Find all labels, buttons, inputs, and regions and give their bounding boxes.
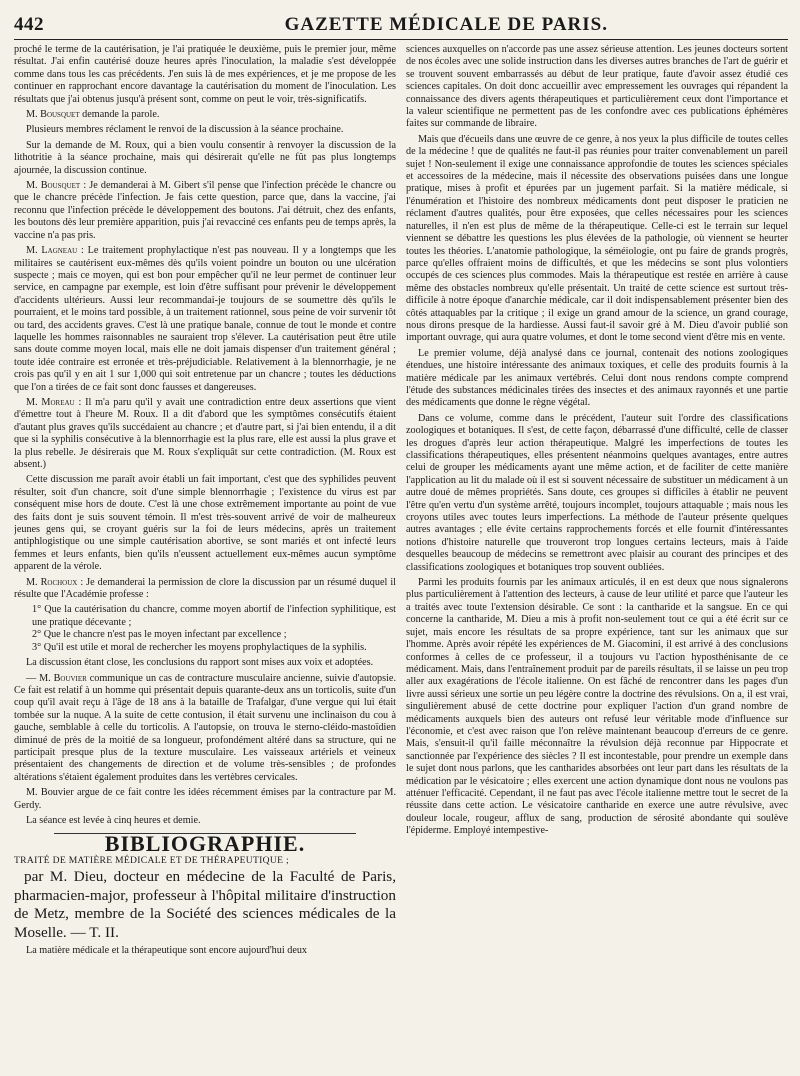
running-header	[14, 14, 788, 40]
page-number: 442	[14, 14, 44, 35]
paragraph	[14, 180, 396, 242]
paragraph-text: demande la parole.	[82, 109, 160, 121]
paragraph	[14, 577, 396, 602]
list-item: 1° Que la cautérisation du chancre, comme moyen abortif de l'infection syphilitique, est une pratique décevante ;	[32, 604, 396, 628]
paragraph: M. Bouvier argue de ce fait contre les idées récemment émises par la contracture par M. Gerdy.	[14, 787, 396, 811]
list-item: 3° Qu'il est utile et moral de rechercher les moyens prophylactiques de la syphilis.	[32, 641, 367, 653]
paragraph: Dans ce volume, comme dans le précédent, l'auteur suit l'ordre des classifications zoologiques et botaniques. Il s'est, de cette façon, débarrassé d'une difficulté, celle de classer les drogues d'après leur action thérapeutique. Malgré les imperfections de toutes les classifications thérapeutiques, elles présentent néanmoins quelques avantages, entre autres celui de grouper les médicaments ayant une même action, et de faciliter de cette manière l'application au lit du malade où il est si souvent nécessaire de substituer un médicament à un autre doué de mêmes propriétés. Sans doute, ces groupes si difficiles à établir ne peuvent l'être qu'en vertu d'un système arrêté, toujours incomplet, toujours attaquable ; mais nous les croyons utiles avec toutes leurs imperfections. La méthode de l'auteur présente quelques autres avantages ; elle évite certains rapprochements forcés et elle fournit d'intéressantes notions d'histoire naturelle que trouveront trop longues certains lecteurs, mais à l'aide desquelles beaucoup de médecins se remettront avec plaisir au courant des principes et des classifications zoologiques et botaniques trop souvent oubliées.	[406, 412, 788, 573]
speaker-name: M. Bousquet	[26, 180, 81, 192]
paragraph: Le premier volume, déjà analysé dans ce journal, contenait des notions zoologiques étendues, une histoire intéressante des animaux toxiques, et celle des produits fournis à la matière médicale par les animaux vertébrés. Celui dont nous rendons compte comprend l'étude des substances médicinales tirées des insectes et des animaux rayonnés et une partie des médicaments que donne le règne végétal.	[406, 347, 788, 409]
paragraph: La discussion étant close, les conclusions du rapport sont mises aux voix et adoptées.	[26, 657, 374, 669]
paragraph: Sur la demande de M. Roux, qui a bien voulu consentir à renvoyer la discussion de la lithotritie à la séance prochaine, mais qui désirerait qu'elle ne fût pas plus longtemps ajournée, la discussion continue.	[14, 139, 396, 176]
paragraph-text: : Il m'a paru qu'il y avait une contradiction entre deux assertions que vient d'émettre tout à l'heure M. Roux. Il a dit d'abord que les symptômes consécutifs étaient d'autant plus graves qu'ils succédaient au chancre ; et d'autre part, si j'ai bien entendu, il a dit que si la syphilis consécutive à la blennorrhagie est la plus rare, elle est aussi la plus grave et la plus rebelle. Je désirerais que M. Roux s'expliquât sur cette contradiction. (M. Roux est absent.)	[14, 396, 396, 470]
paragraph: Parmi les produits fournis par les animaux articulés, il en est deux que nous signalerons plus particulièrement à l'attention des lecteurs, à cause de leur utilité et parce que l'auteur les a traités avec toute l'extension désirable. Ce sont : la cantharide et la sangsue. En ce qui concerne la cantharide, M. Dieu a mis à profit non-seulement tout ce qui a été écrit sur ce sujet, mais encore les résultats de sa propre expérience, tant sur les animaux que sur l'homme. Après avoir répété les expériences de M. Giacomini, il est arrivé à des conclusions conformes à celles de ce professeur, il a toujours vu l'action hyposthénisante de ce médicament. Mais, dans l'entraînement produit par de pareils résultats, il se laisse un peu trop aller aux exagérations de l'école italienne. On est fâché de rencontrer dans les pages d'un livre aussi sérieux une sortie un peu légère contre la doctrine des révulsions. On a, il est vrai, singulièrement abusé de cette doctrine pour expliquer l'action d'un grand nombre de médicaments auxquels bien des auteurs ont refusé leur véritable mode d'influence sur l'économie, et c'est avec raison que l'on relève maintenant beaucoup d'erreurs de ce genre. Mais, s'ensuit-il qu'il faille méconnaître la révulsion déjà reconnue par Hippocrate et sanctionnée par l'expérience des siècles ? Il est incontestable, pour prendre un exemple dans le sujet dont nous parlons, que les cantharides absorbées ont leur part dans les résultats de la médication par le vésicatoire ; elles exercent une action dynamique dont nous ne voulons pas atténuer l'efficacité. Cependant, il ne faut pas avec l'école italienne mettre tout le secret de la réussite dans cette action. Le vésicatoire cantharide en exerce une autre révulsive, avec douleur locale, rougeur, afflux de sang, production de sérosité abondante qui soulève l'épiderme. Employé intempestive-	[406, 577, 788, 837]
paragraph: La matière médicale et la thérapeutique sont encore aujourd'hui deux	[26, 945, 308, 957]
paragraph: Plusieurs membres réclament le renvoi de la discussion à la séance prochaine.	[26, 124, 344, 136]
text-columns	[14, 44, 788, 1074]
paragraph: proché le terme de la cautérisation, je l'ai pratiquée le deuxième, puis le premier jour, même résultat. J'ai enfin cautérisé douze heures après l'inoculation, la maladie s'est développée comme dans tous les cas précédents. J'en suis là de mes expériences, et je me propose de les continuer en rapprochant encore davantage la cautérisation du moment de l'inoculation. Les résultats que j'ai obtenus jusqu'à présent sont, comme on peut le voir, très-significatifs.	[14, 44, 396, 105]
speaker-name: — M. Bouvier	[26, 672, 87, 684]
paragraph	[14, 397, 396, 471]
paragraph-text: communique un cas de contracture musculaire ancienne, suivie d'autopsie. Ce fait est relatif à un homme qui présentait depuis quarante-deux ans un torticolis, suite d'un coup qu'il avait reçu à l'âge de 18 ans à la bataille de Trafalgar, d'une vergue qui lui était tombée sur la nuque. A la suite de cette contusion, il était survenu une inclinaison du cou à gauche, semblable à celle du torticolis. A l'autopsie, on trouva le sterno-cléido-mastoïdien diminué de près de la moitié de sa longueur, profondément altéré dans sa structure, qui ne participait presque plus de la texture musculaire. Les vaisseaux artériels et veineux présentaient des changements de direction et de volume très-sensibles ; de profondes altérations s'étaient également produites dans les vertèbres cervicales.	[14, 672, 396, 783]
paragraph	[14, 109, 396, 121]
paragraph-text: : Le traitement prophylactique n'est pas nouveau. Il y a longtemps que les militaires se cautérisent eux-mêmes dès qu'ils voient poindre un bouton ou une ulcération suspecte ; mais ce moyen, qui est bon pour empêcher qu'il ne leur permet de continuer leur service, en campagne par exemple, est loin d'être suffisant pour prévenir le développement d'accidents ultérieurs. Aussi leur recommandai-je toujours de se soumettre dès qu'ils le pourraient, et le moins tard possible, à un traitement rationnel, sous peine de voir survenir tôt ou tard, des accidents graves. C'est là une pratique banale, connue de tout le monde et contre laquelle les hommes raisonnables ne sauraient trop s'élever. La cautérisation peut être utile sans doute comme moyen local, mais elle ne doit jamais dispenser d'un traitement général ; toute idée contraire est erronée et très-préjudiciable. Relativement à la blennorrhagie, je ne crois pas qu'il y en ait 1 sur 1,000 qui soit entretenue par un chancre ; toutes les déductions que l'on a tirées de ce fait sont donc fausses et dangereuses.	[14, 245, 396, 393]
paragraph: sciences auxquelles on n'accorde pas une assez sérieuse attention. Les jeunes docteurs sortent de nos écoles avec une solide instruction dans les diverses autres branches de l'art de guérir et se trouvent souvent embarrassés au début de leur pratique, faute d'avoir assez étudié ces sciences capitales. On doit donc accueillir avec empressement les ouvrages qui répandent la connaissance des divers agents thérapeutiques et particulièrement ceux dont l'importance et la valeur scientifique ne permettent pas de les confondre avec ces publications éphémères faites sur commande de libraire.	[406, 44, 788, 130]
book-title: TRAITÉ DE MATIÈRE MÉDICALE ET DE THÉRAPEUTIQUE ;	[14, 854, 289, 866]
section-heading: BIBLIOGRAPHIE.	[104, 831, 306, 857]
paragraph: La séance est levée à cinq heures et demie.	[26, 814, 201, 826]
speaker-name: M. Bousquet	[26, 109, 80, 121]
list-item: 2° Que le chancre n'est pas le moyen infectant par excellence ;	[32, 629, 287, 641]
right-column	[406, 44, 788, 1074]
resolution-list	[14, 604, 396, 654]
speaker-name: M. Rochoux	[26, 576, 78, 588]
speaker-name: M. Lagneau	[26, 245, 78, 257]
journal-title: GAZETTE MÉDICALE DE PARIS.	[284, 14, 608, 35]
paragraph	[14, 673, 396, 785]
paragraph: Mais que d'écueils dans une œuvre de ce genre, à nos yeux la plus difficile de toutes celles de la médecine ! que de qualités ne faut-il pas réunies pour traiter convenablement un pareil sujet ! Non-seulement il exige une connaissance approfondie de toutes les sciences spéciales et accessoires de la médecine, mais il nécessite des observations puisées dans une longue pratique, mises à profit et épurées par un jugement parfait. Si la matière médicale, si l'énumération et l'histoire des nombreux médicaments dont peut disposer le praticien ne réclament d'autres qualités, pour être exposées, que celles nécessaires pour les sciences naturelles, il n'en est plus de même de la thérapeutique. Celle-ci est le terrain sur lequel viennent se débattre les questions les plus élevées de la pathologie, où viennent se heurter toutes les théories. L'anatomie pathologique, la séméiologie, ont pu faire de grands progrès, parce qu'elles offraient moins de difficultés, et que les médecins se sont plus volontiers occupés de ces sciences plus commodes. Mais la thérapeutique est restée en arrière à cause même des obstacles nombreux qu'elle présentait. Un traité de cette science est surtout très-difficile à notre époque d'anarchie médicale, car il doit indispensablement présenter bien des côtés attaquables par la critique ; il exige un grand amour de la science, un grand courage, nous dirons presque de la hardiesse. Aussi faut-il savoir gré à M. Dieu d'avoir publié son important ouvrage, qui aura quatre volumes, et dont le tome second vient d'être mis en vente.	[406, 133, 788, 344]
paragraph: Cette discussion me paraît avoir établi un fait important, c'est que des syphilides peuvent résulter, soit d'un chancre, soit d'une simple blennorrhagie ; l'existence du virus est par conséquent mise hors de doute. C'est là une chose extrêmement importante au point de vue des faits dont je suis souvent témoin. Il m'est très-souvent arrivé de voir de malheureux jeunes gens qui, se croyant guéris sur la foi de leurs médecins, après un traitement antiphlogistique ou une simple cautérisation abortive, se sont mariés et ont infecté leurs femmes et leurs enfants, bien qu'ils n'eussent actuellement eux-mêmes aucun symptôme apparent de la vérole.	[14, 474, 396, 573]
left-column	[14, 44, 396, 1074]
paragraph	[14, 245, 396, 394]
book-author: par M. Dieu, docteur en médecine de la Faculté de Paris, pharmacien-major, professeur à l'hôpital militaire d'instruction de Metz, membre de la Société des sciences médicales de la Moselle. — T. II.	[14, 868, 396, 941]
paragraph-text: : Je demanderai à M. Gibert s'il pense que l'infection précède le chancre ou que le chancre précède l'infection. Je fais cette question, parce que, dans la vaccine, j'ai reconnu que l'infection précède le développement des boutons. J'ai détruit, chez des enfants, les boutons dès leur première apparition, puis j'ai revacciné ces enfants peu de temps après, la vaccine n'a pas pris.	[14, 180, 396, 241]
speaker-name: M. Moreau	[26, 396, 75, 408]
paragraph-text: : Je demanderai la permission de clore la discussion par un résumé duquel il résulte que l'Académie professe :	[14, 576, 396, 601]
